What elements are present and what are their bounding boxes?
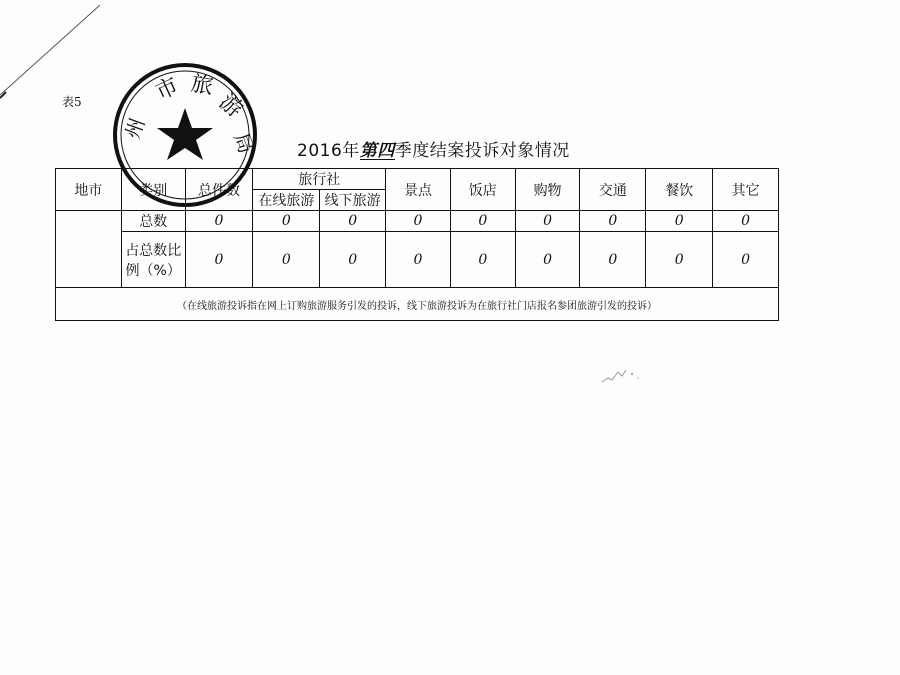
ratio-cell: 0 [185,232,253,288]
ratio-label-line2: 例（%） [125,262,181,279]
total-cell: 0 [450,211,515,232]
header-catering: 餐饮 [646,169,713,211]
seal-star-icon [157,108,213,160]
ratio-cell: 0 [253,232,320,288]
complaint-target-table [55,168,779,321]
total-row [56,211,779,232]
title-quarter-handwritten: 第四 [359,141,395,161]
table-footnote: （在线旅游投诉指在网上订购旅游服务引发的投诉，线下旅游投诉为在旅行社门店报名参团旅游引发的投诉） [56,288,779,321]
total-cell: 0 [580,211,646,232]
header-offline: 线下旅游 [320,190,386,211]
city-cell [56,211,122,288]
ratio-cell: 0 [515,232,580,288]
scan-fold-corner [0,0,110,110]
total-cell: 0 [386,211,451,232]
total-cell: 0 [253,211,320,232]
page-title [297,136,570,161]
svg-text:局: 局 [229,129,259,157]
header-city: 地市 [56,169,122,211]
svg-text:游: 游 [214,89,248,123]
header-scenic: 景点 [386,169,451,211]
ratio-row [56,232,779,288]
header-hotel: 饭店 [450,169,515,211]
total-cell: 0 [713,211,779,232]
header-total-count: 总件数 [185,169,253,211]
scan-speckle [598,360,648,390]
total-cell: 0 [185,211,253,232]
header-shopping: 购物 [515,169,580,211]
total-cell: 0 [646,211,713,232]
total-cell: 0 [320,211,386,232]
svg-text:旅: 旅 [188,71,215,100]
total-row-label: 总数 [121,211,185,232]
header-category: 类别 [121,169,185,211]
ratio-cell: 0 [450,232,515,288]
ratio-cell: 0 [580,232,646,288]
note-row [56,288,779,321]
header-other: 其它 [713,169,779,211]
ratio-cell: 0 [713,232,779,288]
header-transport: 交通 [580,169,646,211]
title-year: 2016年 [297,141,360,161]
ratio-cell: 0 [646,232,713,288]
svg-text:州: 州 [120,114,150,142]
svg-text:市: 市 [151,73,183,106]
ratio-cell: 0 [320,232,386,288]
title-text: 季度结案投诉对象情况 [394,141,570,161]
header-row-1 [56,169,779,190]
table-number-label: 表5 [62,95,82,109]
total-cell: 0 [515,211,580,232]
ratio-row-label [121,232,185,288]
header-online: 在线旅游 [253,190,320,211]
header-travel-agency: 旅行社 [253,169,386,190]
ratio-label-line1: 占总数比 [125,242,182,259]
ratio-cell: 0 [386,232,451,288]
